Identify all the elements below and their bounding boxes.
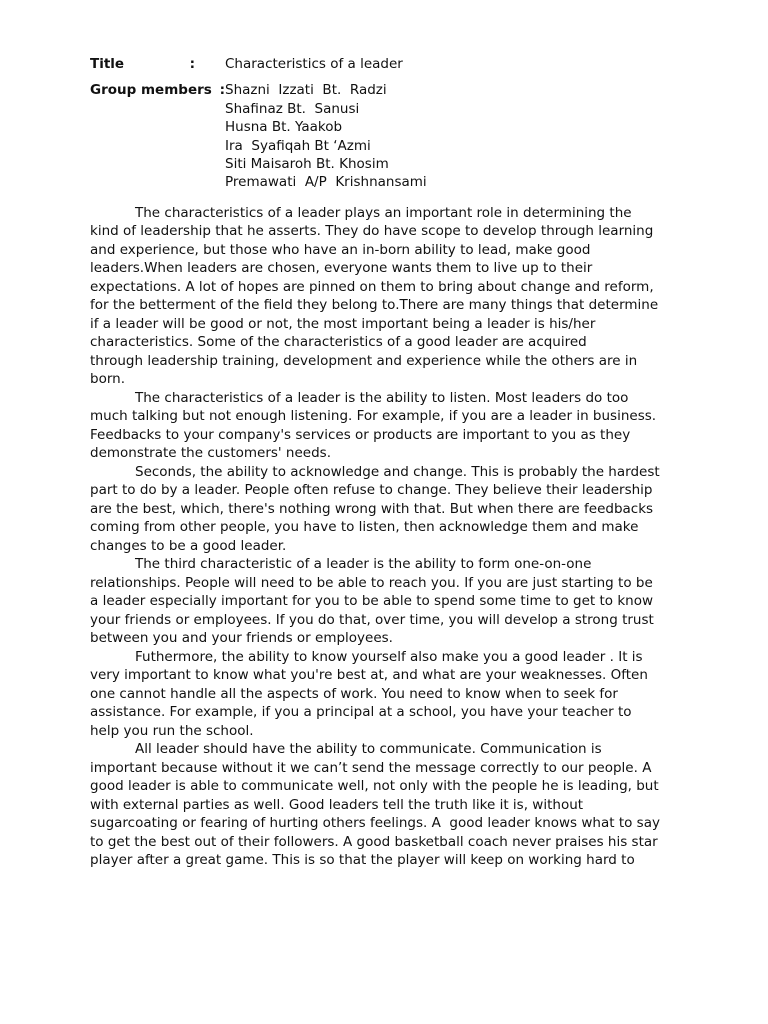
member-name: Siti Maisaroh Bt. Khosim	[225, 156, 389, 173]
paragraph-line: Feedbacks to your company's services or products are important to you as they	[90, 426, 631, 443]
group-members-row	[90, 81, 690, 191]
paragraph-line: for the betterment of the field they belong to.There are many things that determine	[90, 297, 659, 314]
paragraph-line: much talking but not enough listening. For example, if you are a leader in business.	[90, 408, 657, 425]
members-list	[225, 81, 427, 191]
paragraph-line: with external parties as well. Good leaders tell the truth like it is, without	[90, 796, 584, 813]
paragraph-line: The characteristics of a leader is the ability to listen. Most leaders do too	[135, 389, 629, 406]
document-page	[90, 55, 690, 870]
paragraph-line: relationships. People will need to be able to reach you. If you are just starting to be	[90, 574, 653, 591]
paragraph	[90, 463, 690, 556]
paragraph-line: assistance. For example, if you a principal at a school, you have your teacher to	[90, 704, 632, 721]
paragraph-line: are the best, which, there's nothing wrong with that. But when there are feedbacks	[90, 500, 654, 517]
members-colon: :	[219, 82, 225, 99]
paragraph-line: to get the best out of their followers. A good basketball coach never praises his star	[90, 833, 658, 850]
essay-body	[90, 204, 690, 870]
paragraph-line: important because without it we can’t send the message correctly to our people. A	[90, 759, 652, 776]
paragraph-line: kind of leadership that he asserts. They do have scope to develop through learning	[90, 223, 654, 240]
title-label-group	[90, 55, 225, 73]
paragraph-line: and experience, but those who have an in-born ability to lead, make good	[90, 241, 591, 258]
paragraph	[90, 204, 690, 389]
paragraph-line: expectations. A lot of hopes are pinned on them to bring about change and reform,	[90, 278, 654, 295]
paragraph-line: changes to be a good leader.	[90, 537, 287, 554]
paragraph-line: All leader should have the ability to communicate. Communication is	[135, 741, 602, 758]
title-row	[90, 55, 690, 73]
paragraph-line: if a leader will be good or not, the most important being a leader is his/her	[90, 315, 596, 332]
member-name: Premawati A/P Krishnansami	[225, 174, 427, 191]
member-name: Shafinaz Bt. Sanusi	[225, 100, 360, 117]
paragraph-line: good leader is able to communicate well, not only with the people he is leading, but	[90, 778, 659, 795]
paragraph-line: very important to know what you're best at, and what are your weaknesses. Often	[90, 667, 648, 684]
paragraph-line: born.	[90, 371, 125, 388]
title-colon: :	[189, 56, 195, 72]
paragraph-line: The third characteristic of a leader is the ability to form one-on-one	[135, 556, 592, 573]
paragraph-line: characteristics. Some of the characteristics of a good leader are acquired	[90, 334, 587, 351]
paragraph-line: leaders.When leaders are chosen, everyone wants them to live up to their	[90, 260, 593, 277]
paragraph-line: coming from other people, you have to listen, then acknowledge them and make	[90, 519, 639, 536]
paragraph-line: The characteristics of a leader plays an important role in determining the	[135, 204, 632, 221]
paragraph	[90, 648, 690, 741]
title-label: Title	[90, 56, 125, 72]
paragraph-line: your friends or employees. If you do that, over time, you will develop a strong trust	[90, 611, 654, 628]
member-name: Ira Syafiqah Bt ‘Azmi	[225, 137, 371, 154]
paragraph	[90, 555, 690, 648]
title-value: Characteristics of a leader	[225, 56, 403, 72]
paragraph-line: Seconds, the ability to acknowledge and change. This is probably the hardest	[135, 463, 660, 480]
paragraph-line: through leadership training, development and experience while the others are in	[90, 352, 638, 369]
members-label-group	[90, 81, 225, 191]
paragraph-line: between you and your friends or employees.	[90, 630, 393, 647]
paragraph-line: a leader especially important for you to be able to spend some time to get to know	[90, 593, 654, 610]
members-label: Group members	[90, 82, 212, 99]
member-name: Husna Bt. Yaakob	[225, 119, 343, 136]
paragraph-line: sugarcoating or fearing of hurting others feelings. A good leader knows what to say	[90, 815, 660, 832]
paragraph-line: help you run the school.	[90, 722, 254, 739]
paragraph-line: one cannot handle all the aspects of work. You need to know when to seek for	[90, 685, 618, 702]
member-name: Shazni Izzati Bt. Radzi	[225, 82, 387, 99]
paragraph-line: demonstrate the customers' needs.	[90, 445, 331, 462]
paragraph-line: player after a great game. This is so that the player will keep on working hard to	[90, 852, 635, 869]
paragraph	[90, 740, 690, 870]
paragraph-line: part to do by a leader. People often refuse to change. They believe their leadership	[90, 482, 653, 499]
paragraph	[90, 389, 690, 463]
paragraph-line: Futhermore, the ability to know yourself also make you a good leader . It is	[135, 648, 643, 665]
